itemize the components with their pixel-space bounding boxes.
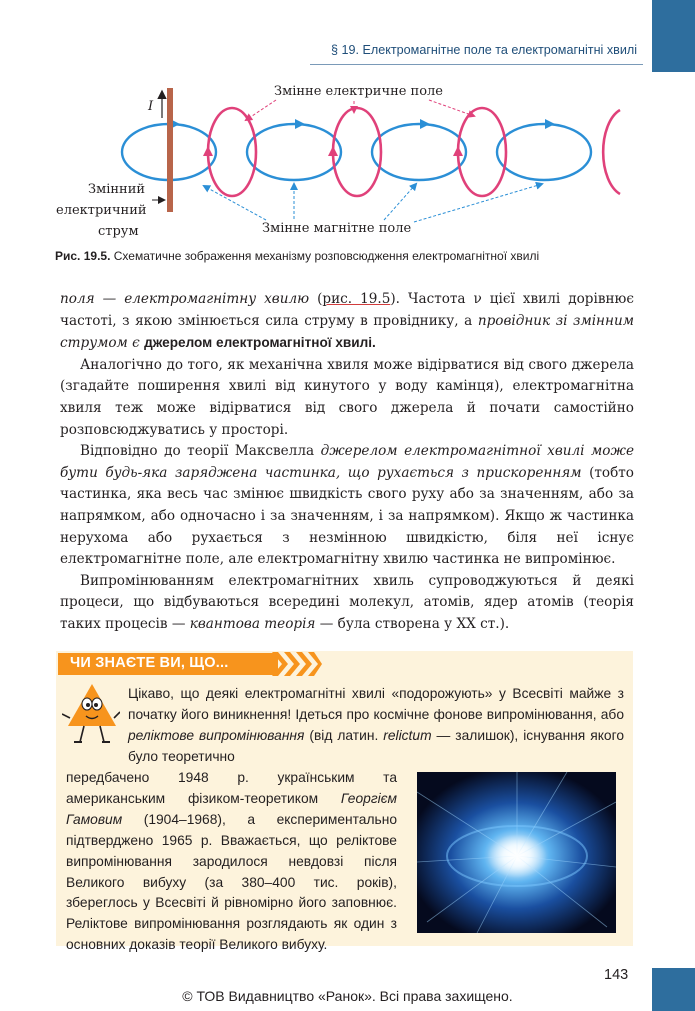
page-number: 143	[604, 967, 629, 983]
mascot-icon	[62, 680, 120, 750]
conductor-wire	[167, 88, 173, 212]
electric-arrowheads	[203, 146, 463, 156]
figure-number: Рис. 19.5.	[55, 249, 111, 263]
chevron-arrows-icon	[270, 652, 322, 676]
magnetic-loop	[497, 124, 591, 180]
magnetic-field-label: Змінне магнітне поле	[262, 221, 412, 236]
figure-em-wave	[54, 80, 654, 240]
did-you-know-paragraph-2: передбачено 1948 р. українським та американським фізиком-теоретиком Георгієм Гамовим (1904–1968), а експериментально підтверджено 1965 р. Вважається, що реліктове випромінювання зародилося невдовзі після Великого вибуху (за 380–400 тис. років), збереглось у Всесвіті й рівномірно його заповнює. Реліктове випромінювання розглядають як один з основних доказів теорії Великого вибуху.	[66, 770, 397, 953]
paragraph-2: Аналогічно до того, як механічна хвиля може відірватися від свого джерела (згадайте поширення хвилі від кинутого у воду камінця), електромагнітна хвиля теж може відірватися від свого джерела й почати самостійно розповсюджуватись у просторі.	[60, 356, 634, 438]
magnetic-loop	[247, 124, 341, 180]
paragraph-3: Відповідно до теорії Максвелла джерелом електромагнітної хвилі може бути будь-яка заряджена частинка, що рухається з прискоренням (тобто частинка, яка весь час змінює швидкість свого руху або за значенням, або за напрямком, або одночасно і за значенням, і за напрямком). Якщо ж частинка нерухома або рухається з незмінною швидкістю, біля неї існує електромагнітне поле, але електромагнітну хвилю частинка не випромінює.	[60, 443, 634, 568]
figure-reference-link[interactable]: рис. 19.5	[322, 291, 391, 307]
main-text	[60, 289, 634, 636]
copyright-footer: © ТОВ Видавництво «Ранок». Всі права захищено.	[182, 988, 513, 1004]
wire-label-line-3: струм	[98, 224, 139, 239]
electric-field-loops	[208, 108, 620, 196]
did-you-know-paragraph-1: Цікаво, що деякі електромагнітні хвилі «подорожують» у Всесвіті майже з початку його виникнення! Ідеться про космічне фонове випромінювання, або реліктове випромінювання (від латин. relictum — залишок), існування якого було теоретично	[128, 686, 624, 764]
running-head: § 19. Електромагнітне поле та електромагнітні хвилі	[330, 43, 637, 57]
current-label: I	[148, 99, 154, 114]
magnetic-field-loops	[122, 124, 591, 180]
paragraph-4: Випромінюванням електромагнітних хвиль супроводжуються й деякі процеси, що відбуваються всередині молекул, атомів, ядер атомів (теорія таких процесів — квантова теорія — була створена у XX ст.).	[60, 572, 634, 632]
figure-caption	[55, 249, 635, 263]
header-rule	[310, 64, 643, 65]
wire-label-line-1: Змінний	[88, 182, 146, 197]
electric-loop-partial	[603, 110, 620, 194]
cosmic-background-image	[417, 772, 616, 933]
caption-text: Схематичне зображення механізму розповсюдження електромагнітної хвилі	[110, 249, 540, 263]
top-edge-tab	[652, 0, 695, 72]
did-you-know-title: ЧИ ЗНАЄТЕ ВИ, ЩО...	[70, 655, 229, 671]
magnetic-arrowheads	[170, 119, 555, 129]
electric-field-label: Змінне електричне поле	[274, 84, 443, 99]
wire-label-line-2: електричний	[56, 203, 147, 218]
magnetic-loop	[372, 124, 466, 180]
paragraph-1: поля — електромагнітну хвилю (рис. 19.5). Частота ν цієї хвилі дорівнює частоті, з якою змінюється сила струму в провіднику, а провідник зі змінним струмом є джерелом електромагнітної хвилі.	[60, 291, 634, 352]
